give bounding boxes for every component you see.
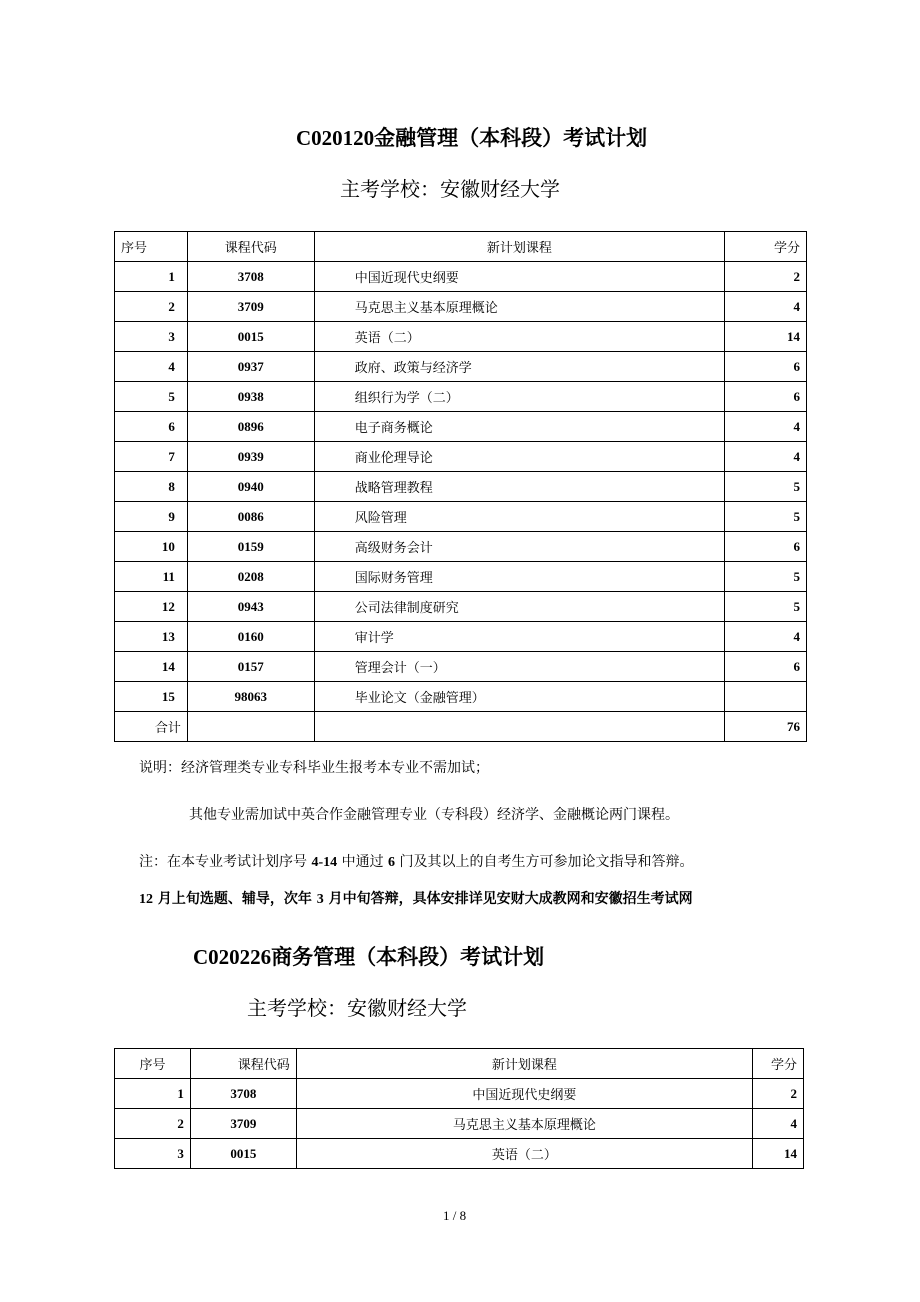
row-course-code: 0015 [190, 1139, 296, 1169]
row-course-name: 毕业论文（金融管理） [314, 682, 724, 712]
table-row [115, 292, 807, 322]
table-row [115, 622, 807, 652]
note4-part-d: 月中旬答辩，具体安排详见安财大成教网和安徽招生考试网 [323, 891, 693, 907]
row-course-name: 战略管理教程 [314, 472, 724, 502]
header-credit: 学分 [725, 232, 807, 262]
row-course-code: 0157 [187, 652, 314, 682]
row-credit: 5 [725, 562, 807, 592]
row-course-name: 审计学 [314, 622, 724, 652]
table-header-row [115, 1049, 804, 1079]
total-credit: 76 [725, 712, 807, 742]
plan2-code: C020226 [193, 945, 272, 969]
row-course-code: 0937 [187, 352, 314, 382]
row-credit: 4 [753, 1109, 804, 1139]
row-no: 2 [115, 1109, 191, 1139]
row-credit: 4 [725, 442, 807, 472]
row-course-name: 英语（二） [296, 1139, 752, 1169]
table-row [115, 532, 807, 562]
table-row [115, 262, 807, 292]
table-row [115, 352, 807, 382]
note4-part-c: 3 [316, 892, 324, 907]
row-no: 8 [115, 472, 188, 502]
table-row [115, 472, 807, 502]
plan1-title-text: 金融管理（本科段）考试计划 [374, 125, 648, 150]
header-no: 序号 [115, 232, 188, 262]
row-credit: 4 [725, 412, 807, 442]
row-no: 2 [115, 292, 188, 322]
row-course-code: 0940 [187, 472, 314, 502]
row-course-code: 0015 [187, 322, 314, 352]
plan1-school: 主考学校：安徽财经大学 [340, 177, 560, 201]
plan1-title [296, 122, 647, 152]
row-course-code: 98063 [187, 682, 314, 712]
row-course-name: 商业伦理导论 [314, 442, 724, 472]
row-no: 9 [115, 502, 188, 532]
header-credit: 学分 [753, 1049, 804, 1079]
table-row [115, 412, 807, 442]
row-no: 1 [115, 262, 188, 292]
plan2-school: 主考学校：安徽财经大学 [247, 996, 467, 1020]
table-row [115, 592, 807, 622]
header-course: 新计划课程 [296, 1049, 752, 1079]
row-credit: 6 [725, 352, 807, 382]
row-course-name: 中国近现代史纲要 [314, 262, 724, 292]
row-no: 12 [115, 592, 188, 622]
row-course-name: 风险管理 [314, 502, 724, 532]
row-no: 14 [115, 652, 188, 682]
table-row [115, 652, 807, 682]
note-line-3 [139, 851, 693, 871]
table-row [115, 1079, 804, 1109]
row-credit: 4 [725, 292, 807, 322]
row-no: 1 [115, 1079, 191, 1109]
row-course-code: 0943 [187, 592, 314, 622]
header-code: 课程代码 [187, 232, 314, 262]
note3-part-d: 6 [388, 855, 396, 870]
row-course-code: 0160 [187, 622, 314, 652]
table-row [115, 1109, 804, 1139]
plan2-title-text: 商务管理（本科段）考试计划 [271, 944, 545, 969]
note3-part-a: 注：在本专业考试计划序号 [139, 854, 312, 870]
table-row [115, 502, 807, 532]
note3-part-e: 门及其以上的自考生方可参加论文指导和答辩。 [395, 854, 694, 870]
table-row [115, 322, 807, 352]
note-line-1: 说明：经济管理类专业专科毕业生报考本专业不需加试； [139, 760, 489, 776]
row-course-name: 电子商务概论 [314, 412, 724, 442]
row-course-code: 3709 [187, 292, 314, 322]
table-row [115, 382, 807, 412]
note-line-2: 其他专业需加试中英合作金融管理专业（专科段）经济学、金融概论两门课程。 [189, 807, 679, 823]
total-label: 合计 [115, 712, 188, 742]
row-credit: 5 [725, 472, 807, 502]
row-course-name: 管理会计（一） [314, 652, 724, 682]
row-credit: 4 [725, 622, 807, 652]
table-row [115, 1139, 804, 1169]
row-course-code: 3709 [190, 1109, 296, 1139]
table-row [115, 442, 807, 472]
row-no: 6 [115, 412, 188, 442]
row-no: 4 [115, 352, 188, 382]
row-course-code: 3708 [187, 262, 314, 292]
row-course-name: 高级财务会计 [314, 532, 724, 562]
row-no: 3 [115, 322, 188, 352]
row-course-code: 0896 [187, 412, 314, 442]
row-no: 11 [115, 562, 188, 592]
header-course: 新计划课程 [314, 232, 724, 262]
header-code: 课程代码 [190, 1049, 296, 1079]
note3-part-c: 中通过 [337, 854, 389, 870]
row-credit: 5 [725, 592, 807, 622]
row-course-name: 马克思主义基本原理概论 [296, 1109, 752, 1139]
row-course-code: 0208 [187, 562, 314, 592]
note4-part-b: 月上旬选题、辅导，次年 [153, 891, 317, 907]
row-course-name: 政府、政策与经济学 [314, 352, 724, 382]
total-empty-course [314, 712, 724, 742]
row-course-code: 0086 [187, 502, 314, 532]
row-no: 7 [115, 442, 188, 472]
row-no: 15 [115, 682, 188, 712]
plan2-table [114, 1048, 804, 1169]
row-no: 5 [115, 382, 188, 412]
note3-part-b: 4-14 [311, 855, 338, 870]
row-credit: 6 [725, 382, 807, 412]
row-credit: 6 [725, 652, 807, 682]
row-no: 3 [115, 1139, 191, 1169]
table-header-row [115, 232, 807, 262]
total-empty-code [187, 712, 314, 742]
row-course-code: 3708 [190, 1079, 296, 1109]
note4-part-a: 12 [139, 892, 153, 907]
row-credit: 14 [725, 322, 807, 352]
row-credit: 6 [725, 532, 807, 562]
row-course-name: 公司法律制度研究 [314, 592, 724, 622]
note-line-4 [139, 888, 693, 908]
total-row [115, 712, 807, 742]
row-course-code: 0159 [187, 532, 314, 562]
row-course-code: 0938 [187, 382, 314, 412]
plan1-code: C020120 [296, 126, 375, 150]
table-row [115, 682, 807, 712]
row-credit: 2 [725, 262, 807, 292]
row-course-name: 组织行为学（二） [314, 382, 724, 412]
plan1-table [114, 231, 807, 742]
row-no: 10 [115, 532, 188, 562]
row-course-code: 0939 [187, 442, 314, 472]
page-number: 1 / 8 [443, 1208, 467, 1223]
row-credit: 2 [753, 1079, 804, 1109]
row-credit: 5 [725, 502, 807, 532]
row-course-name: 中国近现代史纲要 [296, 1079, 752, 1109]
table-row [115, 562, 807, 592]
row-course-name: 马克思主义基本原理概论 [314, 292, 724, 322]
row-no: 13 [115, 622, 188, 652]
row-credit: 14 [753, 1139, 804, 1169]
row-credit [725, 682, 807, 712]
row-course-name: 国际财务管理 [314, 562, 724, 592]
row-course-name: 英语（二） [314, 322, 724, 352]
header-no: 序号 [115, 1049, 191, 1079]
plan2-title [193, 941, 544, 971]
